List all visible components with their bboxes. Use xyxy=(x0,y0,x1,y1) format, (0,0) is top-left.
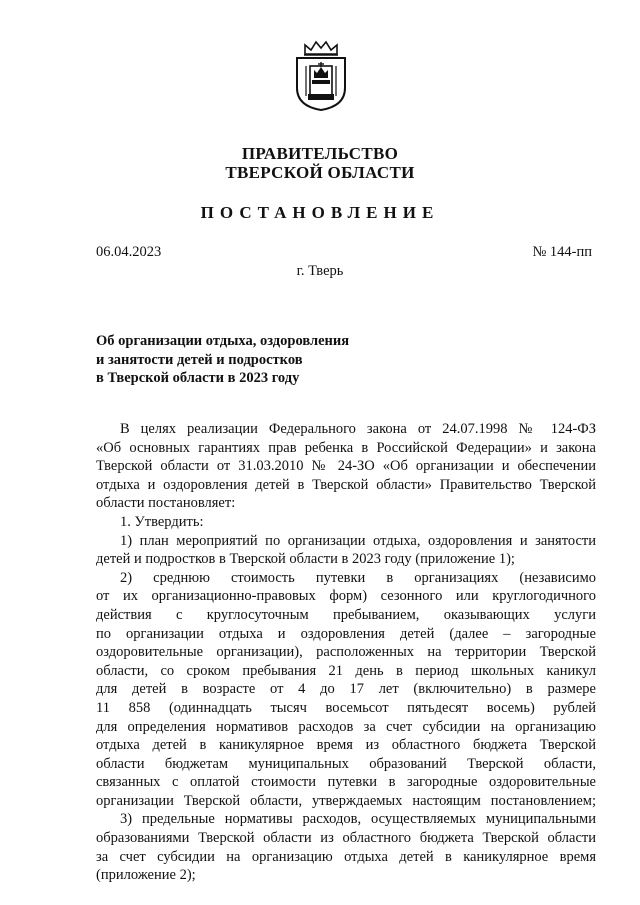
body-line: организации Тверской области, утверждаемых настоящим постановлением; xyxy=(96,792,596,809)
document-type: ПОСТАНОВЛЕНИЕ xyxy=(200,203,440,222)
body-line: области постановляет: xyxy=(96,495,236,512)
body-line: 3) предельные нормативы расходов, осуществляемых муниципальными xyxy=(120,811,596,828)
subject-line: и занятости детей и подростков xyxy=(96,351,303,368)
body-line: 1) план мероприятий по организации отдыха, оздоровления и занятости xyxy=(120,532,596,549)
body-line: для детей в возрасте от 4 до 17 лет (включительно) в размере xyxy=(96,681,596,698)
organization-name-line1: ПРАВИТЕЛЬСТВО xyxy=(241,144,399,163)
body-line: 1. Утвердить: xyxy=(120,513,204,530)
body-line: В целях реализации Федерального закона от 24.07.1998 № 124-ФЗ xyxy=(120,421,596,437)
body-line: образованиями Тверской области из областного бюджета Тверской области xyxy=(96,830,596,847)
body-line: оздоровительные организации), расположенных на территории Тверской xyxy=(96,644,596,661)
organization-name-line2: ТВЕРСКОЙ ОБЛАСТИ xyxy=(225,163,415,182)
subject-line: в Тверской области в 2023 году xyxy=(96,370,300,386)
document-subject xyxy=(96,332,349,388)
body-line: для определения нормативов расходов за счет субсидии на организацию xyxy=(96,718,596,735)
body-line: детей и подростков в Тверской области в 2023 году (приложение 1); xyxy=(96,551,515,568)
body-line: области бюджетам муниципальных образований Тверской области, xyxy=(96,755,596,772)
coat-of-arms-icon xyxy=(291,40,351,112)
body-line: от их организационно-правовых форм) сезонного или круглогодичного xyxy=(96,588,596,605)
body-line: «Об основных гарантиях прав ребенка в Российской Федерации» и закона xyxy=(96,439,596,456)
document-body xyxy=(96,420,596,885)
subject-line: Об организации отдыха, оздоровления xyxy=(96,333,350,349)
body-line: действия с круглосуточным пребыванием, оказывающих услуги xyxy=(96,606,596,623)
document-city: г. Тверь xyxy=(296,263,344,279)
body-line: связанных с оплатой стоимости путевки в загородные оздоровительные xyxy=(96,774,596,791)
document-date: 06.04.2023 xyxy=(96,244,162,260)
document-number: № 144-пп xyxy=(532,244,592,260)
body-line: (приложение 2); xyxy=(96,867,196,884)
body-line: 2) среднюю стоимость путевки в организациях (независимо xyxy=(120,569,596,586)
body-line: области, со сроком пребывания 21 день в период школьных каникул xyxy=(96,662,596,679)
body-line: отдыха и оздоровления детей в Тверской области» Правительство Тверской xyxy=(96,476,596,493)
body-line: отдыха детей в каникулярное время из областного бюджета Тверской xyxy=(96,737,596,754)
body-line: за счет субсидии на организацию отдыха детей в каникулярное время xyxy=(96,848,596,865)
body-line: по организации отдыха и оздоровления детей (далее – загородные xyxy=(96,625,596,642)
body-line: 11 858 (одиннадцать тысяч восемьсот пятьдесят восемь) рублей xyxy=(96,699,596,716)
body-line: Тверской области от 31.03.2010 № 24-ЗО «Об организации и обеспечении xyxy=(96,458,596,475)
